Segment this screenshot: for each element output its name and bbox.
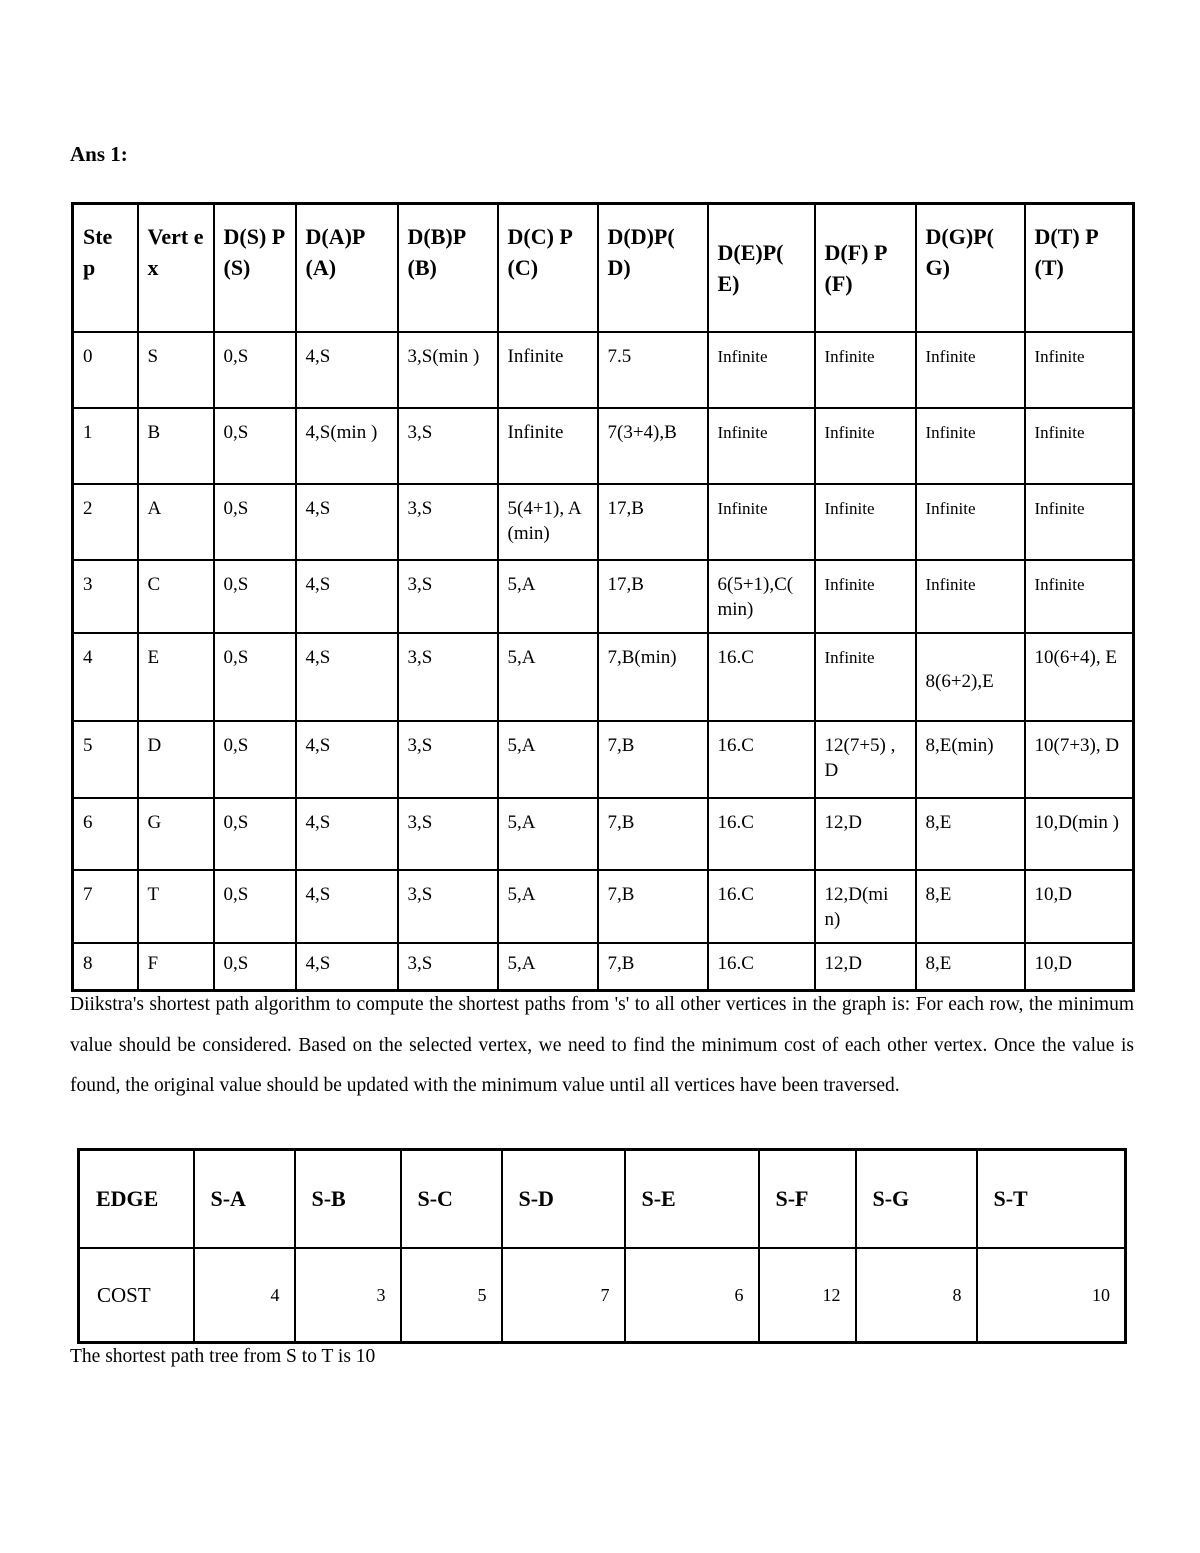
edge-cell: S-T bbox=[977, 1150, 1126, 1249]
dijkstra-cell: 6(5+1),C( min) bbox=[708, 560, 815, 633]
dijkstra-cell: 5,A bbox=[498, 943, 598, 991]
dijkstra-cell: 16.C bbox=[708, 798, 815, 870]
dijkstra-cell: 16.C bbox=[708, 870, 815, 943]
dijkstra-cell: 17,B bbox=[598, 560, 708, 633]
edge-cell: S-C bbox=[401, 1150, 502, 1249]
header-cell: D(T) P(T) bbox=[1025, 204, 1134, 332]
edge-cell: S-B bbox=[295, 1150, 401, 1249]
dijkstra-cell: 5,A bbox=[498, 798, 598, 870]
dijkstra-steps-table bbox=[71, 202, 1135, 992]
dijkstra-cell: 3,S bbox=[398, 484, 498, 560]
dijkstra-cell: 5,A bbox=[498, 721, 598, 798]
cost-row bbox=[79, 1248, 1126, 1343]
dijkstra-cell: Infinite bbox=[815, 484, 916, 560]
dijkstra-cell: 8,E bbox=[916, 798, 1025, 870]
dijkstra-cell: 8,E bbox=[916, 870, 1025, 943]
dijkstra-cell: 7,B bbox=[598, 798, 708, 870]
dijkstra-cell: 7(3+4),B bbox=[598, 408, 708, 484]
dijkstra-cell: 10(6+4), E bbox=[1025, 633, 1134, 721]
edge-cell: S-D bbox=[502, 1150, 625, 1249]
dijkstra-cell: 2 bbox=[73, 484, 138, 560]
dijkstra-cell: B bbox=[138, 408, 214, 484]
dijkstra-header-row bbox=[73, 204, 1134, 332]
dijkstra-cell: 0,S bbox=[214, 633, 296, 721]
dijkstra-cell: 3,S bbox=[398, 798, 498, 870]
dijkstra-cell: Infinite bbox=[916, 408, 1025, 484]
dijkstra-cell: 4,S bbox=[296, 484, 398, 560]
dijkstra-cell: Infinite bbox=[708, 332, 815, 408]
cost-cell: 3 bbox=[295, 1248, 401, 1343]
dijkstra-cell: Infinite bbox=[916, 560, 1025, 633]
dijkstra-cell: 5,A bbox=[498, 560, 598, 633]
dijkstra-row bbox=[73, 408, 1134, 484]
dijkstra-cell: Infinite bbox=[916, 332, 1025, 408]
dijkstra-cell: 4,S bbox=[296, 633, 398, 721]
dijkstra-row bbox=[73, 332, 1134, 408]
dijkstra-cell: 17,B bbox=[598, 484, 708, 560]
dijkstra-cell: 3,S(min ) bbox=[398, 332, 498, 408]
dijkstra-cell: 7 bbox=[73, 870, 138, 943]
dijkstra-row bbox=[73, 943, 1134, 991]
dijkstra-cell: 8(6+2),E bbox=[916, 633, 1025, 721]
dijkstra-cell: 0,S bbox=[214, 560, 296, 633]
dijkstra-cell: 10,D bbox=[1025, 870, 1134, 943]
edge-cell: S-A bbox=[194, 1150, 295, 1249]
dijkstra-cell: 0,S bbox=[214, 332, 296, 408]
dijkstra-cell: C bbox=[138, 560, 214, 633]
dijkstra-cell: Infinite bbox=[815, 408, 916, 484]
dijkstra-cell: S bbox=[138, 332, 214, 408]
dijkstra-cell: 7,B bbox=[598, 870, 708, 943]
dijkstra-cell: 0,S bbox=[214, 870, 296, 943]
dijkstra-cell: 3 bbox=[73, 560, 138, 633]
header-cell: D(C) P(C) bbox=[498, 204, 598, 332]
dijkstra-cell: 4,S bbox=[296, 560, 398, 633]
dijkstra-row bbox=[73, 633, 1134, 721]
dijkstra-cell: Infinite bbox=[815, 633, 916, 721]
dijkstra-cell: 4 bbox=[73, 633, 138, 721]
dijkstra-cell: Infinite bbox=[815, 560, 916, 633]
dijkstra-cell: 5,A bbox=[498, 870, 598, 943]
dijkstra-cell: 6 bbox=[73, 798, 138, 870]
dijkstra-row bbox=[73, 484, 1134, 560]
edge-label: EDGE bbox=[79, 1150, 194, 1249]
dijkstra-cell: 4,S bbox=[296, 870, 398, 943]
dijkstra-cell: 16.C bbox=[708, 633, 815, 721]
explanation-paragraph: Diikstra's shortest path algorithm to compute the shortest paths from 's' to all other vertices in the graph is: For each row, the minimum value should be considered. Based on the selected vertex, we need to find the minimum cost of each other vertex. Once the value is found, the original value should be updated with the minimum value until all vertices have been traversed. bbox=[70, 994, 1134, 1097]
dijkstra-cell: 3,S bbox=[398, 633, 498, 721]
dijkstra-cell: 7,B bbox=[598, 721, 708, 798]
dijkstra-cell: 3,S bbox=[398, 870, 498, 943]
dijkstra-cell: Infinite bbox=[1025, 484, 1134, 560]
dijkstra-cell: Infinite bbox=[916, 484, 1025, 560]
dijkstra-cell: 0 bbox=[73, 332, 138, 408]
dijkstra-cell: A bbox=[138, 484, 214, 560]
dijkstra-cell: Infinite bbox=[498, 332, 598, 408]
cost-label: COST bbox=[79, 1248, 194, 1343]
dijkstra-row bbox=[73, 798, 1134, 870]
dijkstra-cell: 8 bbox=[73, 943, 138, 991]
dijkstra-cell: Infinite bbox=[1025, 332, 1134, 408]
dijkstra-row bbox=[73, 870, 1134, 943]
header-cell: D(A)P (A) bbox=[296, 204, 398, 332]
dijkstra-cell: 3,S bbox=[398, 943, 498, 991]
dijkstra-cell: D bbox=[138, 721, 214, 798]
header-cell: D(D)P( D) bbox=[598, 204, 708, 332]
dijkstra-cell: 10,D(min ) bbox=[1025, 798, 1134, 870]
dijkstra-cell: 1 bbox=[73, 408, 138, 484]
dijkstra-cell: 5,A bbox=[498, 633, 598, 721]
cost-cell: 6 bbox=[625, 1248, 759, 1343]
dijkstra-cell: 7,B bbox=[598, 943, 708, 991]
edge-cell: S-F bbox=[759, 1150, 856, 1249]
dijkstra-cell: 3,S bbox=[398, 721, 498, 798]
dijkstra-cell: E bbox=[138, 633, 214, 721]
dijkstra-cell: 12,D bbox=[815, 943, 916, 991]
dijkstra-cell: 16.C bbox=[708, 943, 815, 991]
dijkstra-cell: 10(7+3), D bbox=[1025, 721, 1134, 798]
cost-cell: 7 bbox=[502, 1248, 625, 1343]
header-cell: D(S) P(S) bbox=[214, 204, 296, 332]
dijkstra-cell: 12,D bbox=[815, 798, 916, 870]
header-cell: D(F) P(F) bbox=[815, 204, 916, 332]
conclusion-text: The shortest path tree from S to T is 10 bbox=[70, 1346, 376, 1367]
dijkstra-cell: 12,D(mi n) bbox=[815, 870, 916, 943]
dijkstra-cell: 5(4+1), A(min) bbox=[498, 484, 598, 560]
dijkstra-cell: 4,S bbox=[296, 332, 398, 408]
header-cell: Ste p bbox=[73, 204, 138, 332]
dijkstra-cell: Infinite bbox=[708, 408, 815, 484]
cost-cell: 10 bbox=[977, 1248, 1126, 1343]
cost-cell: 5 bbox=[401, 1248, 502, 1343]
dijkstra-cell: 0,S bbox=[214, 484, 296, 560]
dijkstra-cell: 0,S bbox=[214, 408, 296, 484]
cost-cell: 4 bbox=[194, 1248, 295, 1343]
dijkstra-row bbox=[73, 721, 1134, 798]
dijkstra-cell: 5 bbox=[73, 721, 138, 798]
dijkstra-cell: Infinite bbox=[1025, 408, 1134, 484]
dijkstra-cell: 3,S bbox=[398, 408, 498, 484]
dijkstra-cell: 16.C bbox=[708, 721, 815, 798]
header-cell: D(G)P( G) bbox=[916, 204, 1025, 332]
dijkstra-cell: 3,S bbox=[398, 560, 498, 633]
dijkstra-cell: Infinite bbox=[498, 408, 598, 484]
edge-row bbox=[79, 1150, 1126, 1249]
dijkstra-cell: T bbox=[138, 870, 214, 943]
header-cell: D(E)P( E) bbox=[708, 204, 815, 332]
dijkstra-cell: 0,S bbox=[214, 721, 296, 798]
page-heading: Ans 1: bbox=[70, 142, 128, 166]
dijkstra-cell: Infinite bbox=[708, 484, 815, 560]
edge-cell: S-E bbox=[625, 1150, 759, 1249]
dijkstra-cell: 4,S bbox=[296, 798, 398, 870]
dijkstra-cell: 4,S(min ) bbox=[296, 408, 398, 484]
dijkstra-row bbox=[73, 560, 1134, 633]
edge-cost-table bbox=[77, 1148, 1127, 1344]
dijkstra-cell: 4,S bbox=[296, 721, 398, 798]
dijkstra-cell: Infinite bbox=[1025, 560, 1134, 633]
dijkstra-cell: 10,D bbox=[1025, 943, 1134, 991]
header-cell: Vert ex bbox=[138, 204, 214, 332]
dijkstra-cell: 8,E(min) bbox=[916, 721, 1025, 798]
dijkstra-cell: 0,S bbox=[214, 943, 296, 991]
dijkstra-cell: 7,B(min) bbox=[598, 633, 708, 721]
dijkstra-cell: 12(7+5) ,D bbox=[815, 721, 916, 798]
dijkstra-cell: 0,S bbox=[214, 798, 296, 870]
dijkstra-cell: 7.5 bbox=[598, 332, 708, 408]
dijkstra-cell: F bbox=[138, 943, 214, 991]
header-cell: D(B)P (B) bbox=[398, 204, 498, 332]
dijkstra-cell: Infinite bbox=[815, 332, 916, 408]
dijkstra-cell: G bbox=[138, 798, 214, 870]
edge-cell: S-G bbox=[856, 1150, 977, 1249]
cost-cell: 12 bbox=[759, 1248, 856, 1343]
dijkstra-cell: 4,S bbox=[296, 943, 398, 991]
dijkstra-cell: 8,E bbox=[916, 943, 1025, 991]
cost-cell: 8 bbox=[856, 1248, 977, 1343]
